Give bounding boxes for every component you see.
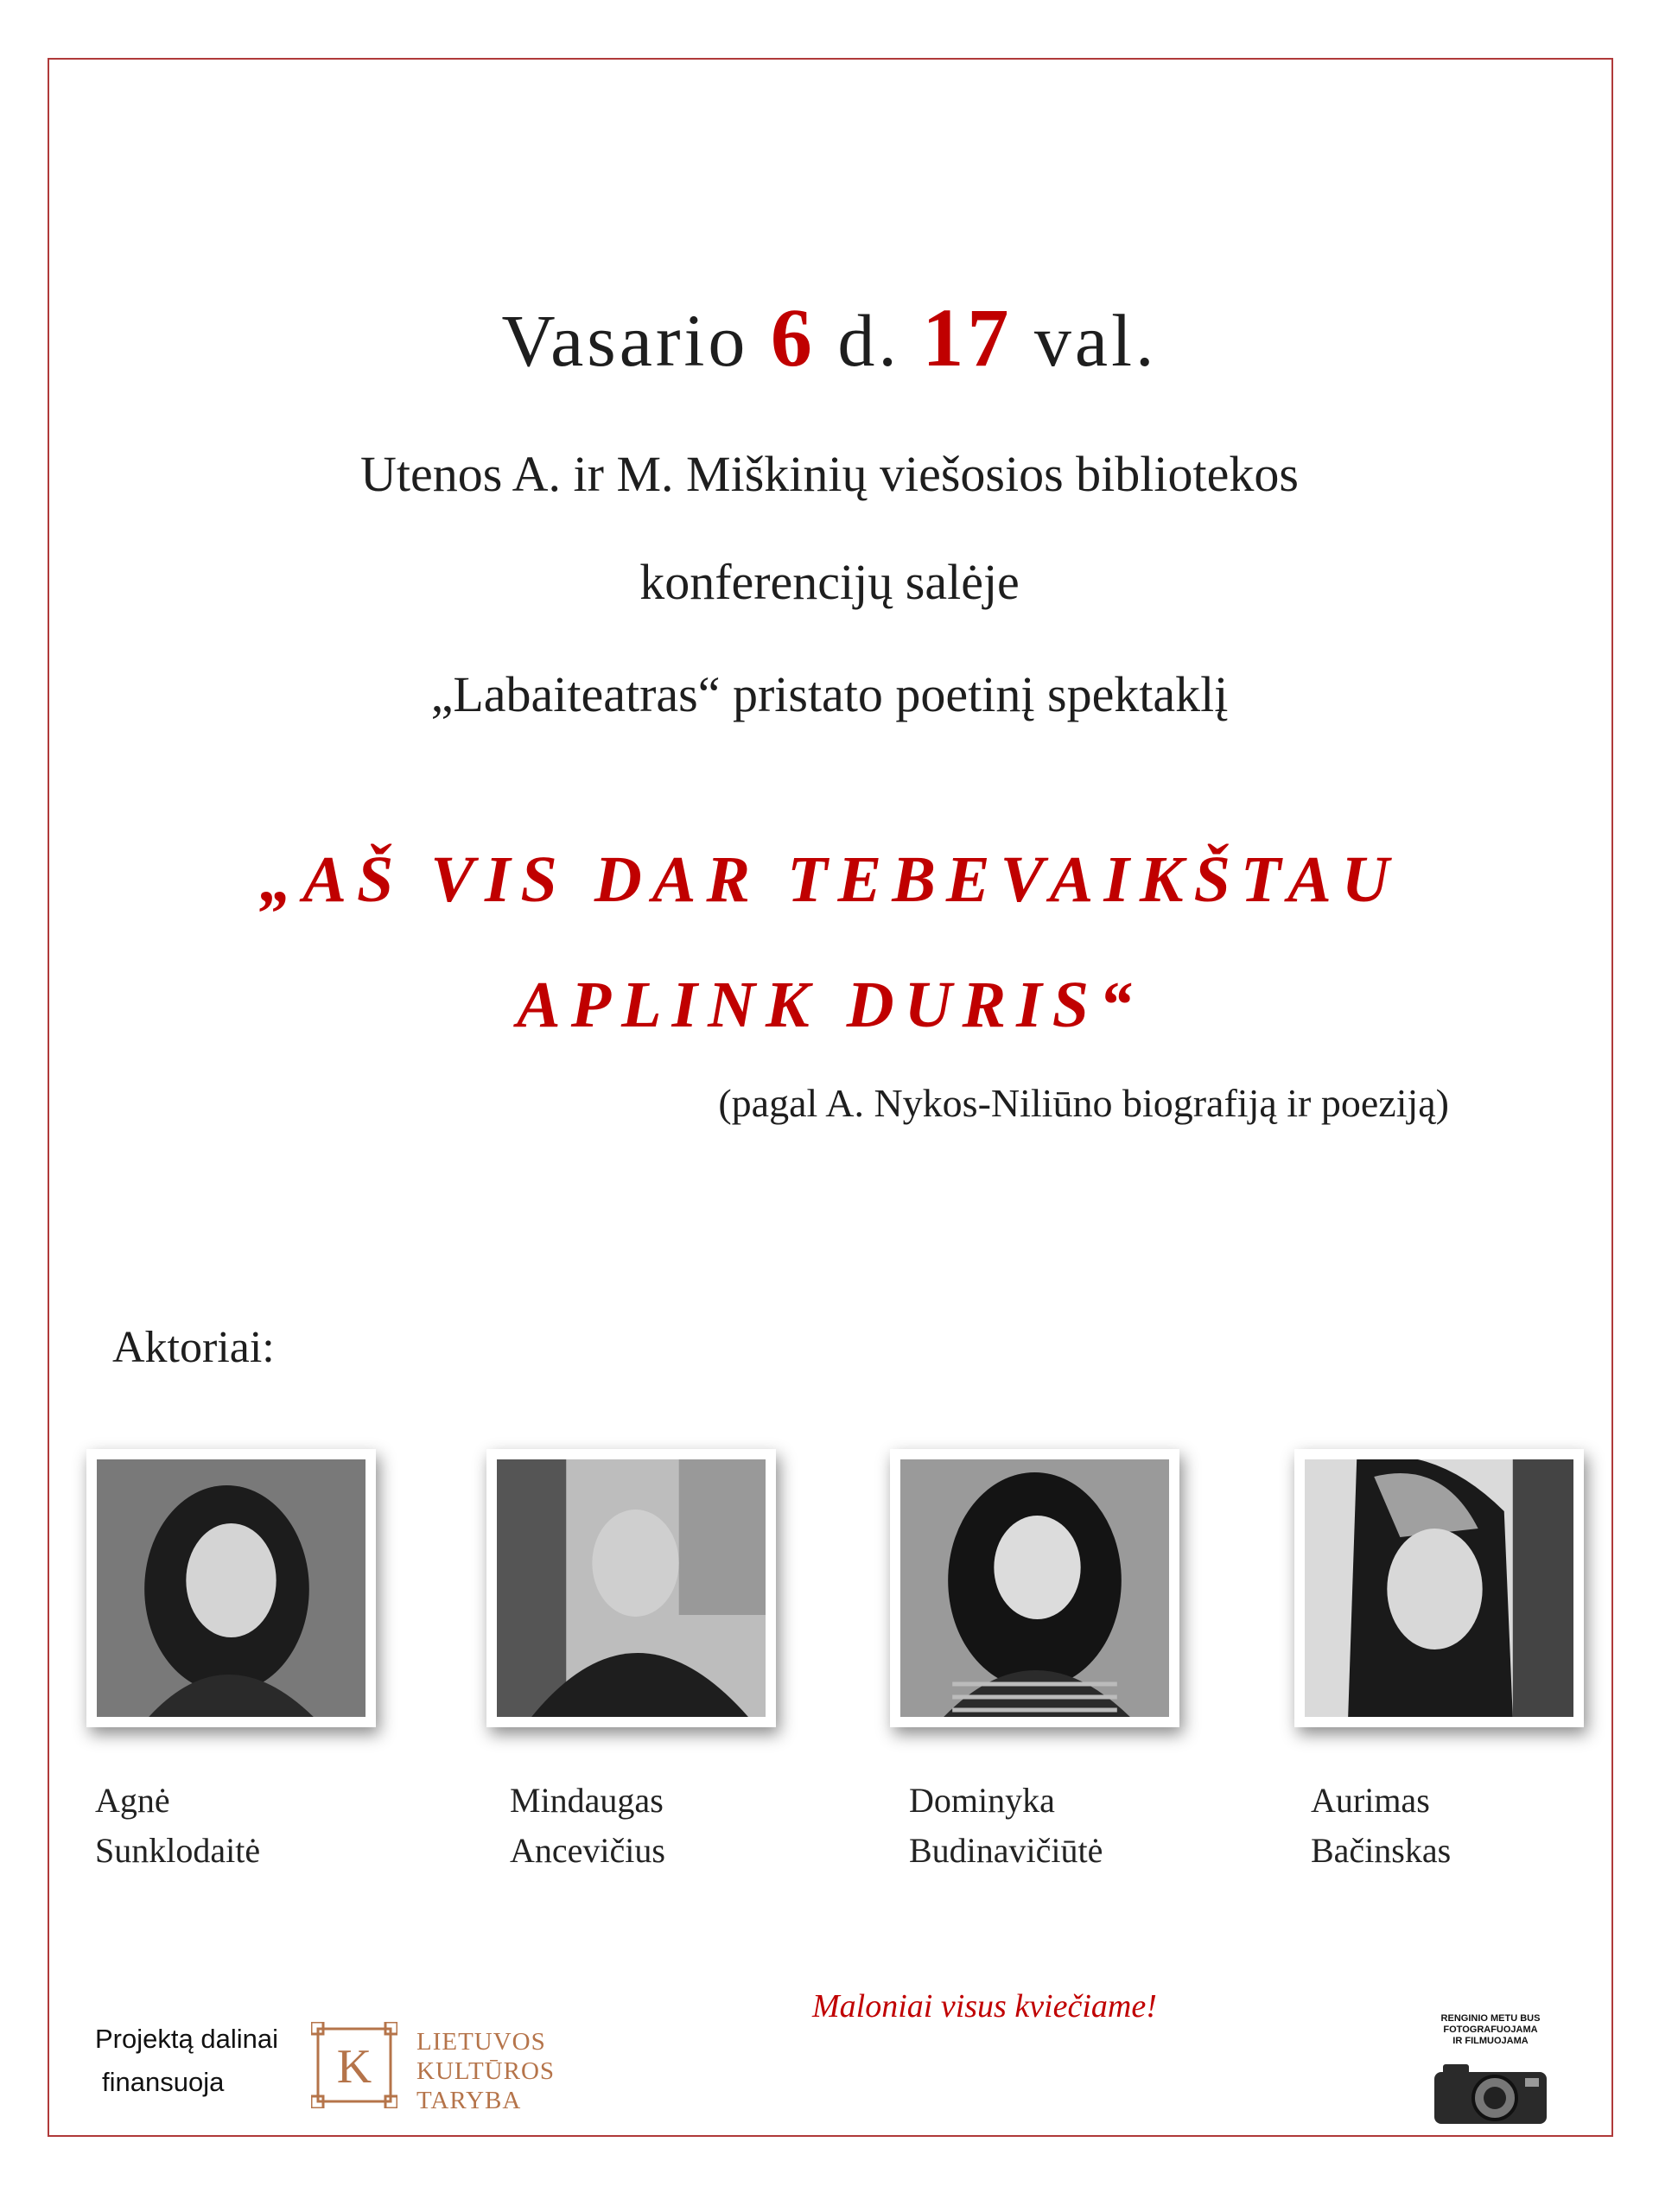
date-month: Vasario: [501, 299, 749, 382]
culture-council-logo-icon: [311, 2022, 397, 2108]
logo-line-1: LIETUVOS: [416, 2028, 546, 2056]
venue-line-3: „Labaiteatras“ pristato poetinį spektaklį: [430, 666, 1229, 722]
logo-letter: K: [336, 2040, 372, 2094]
invitation-text: Maloniai visus kviečiame!: [812, 1988, 1157, 2024]
notice-line-2: FOTOGRAFUOJAMA: [1443, 2024, 1538, 2035]
funding-line-1: Projektą dalinai: [95, 2024, 278, 2054]
venue-line-1: Utenos A. ir M. Miškinių viešosios bibliotekos: [360, 446, 1299, 502]
actor-first-name: Mindaugas: [510, 1781, 664, 1820]
venue-line-2: konferencijų salėje: [639, 554, 1020, 610]
actor-first-name: Aurimas: [1311, 1781, 1430, 1820]
date-hour-suffix: val.: [1033, 299, 1158, 382]
actor-last-name: Sunklodaitė: [95, 1831, 261, 1870]
actor-first-name: Agnė: [95, 1781, 170, 1820]
filming-notice: [1417, 2013, 1564, 2047]
date-hour: 17: [922, 291, 1013, 384]
actor-name-2: [510, 1776, 665, 1876]
logo-line-3: TARYBA: [416, 2087, 522, 2114]
performance-title-line-2: APLINK DURIS“: [517, 969, 1142, 1041]
notice-line-3: IR FILMUOJAMA: [1452, 2036, 1529, 2046]
funding-line-2: finansuoja: [102, 2067, 225, 2097]
logo-line-2: KULTŪROS: [416, 2057, 556, 2085]
performance-subtitle: (pagal A. Nykos-Niliūno biografiją ir poeziją): [718, 1081, 1449, 1125]
performance-title-line-1: „AŠ VIS DAR TEBEVAIKŠTAU: [259, 843, 1400, 916]
funding-note: [95, 2018, 278, 2104]
actor-name-4: [1311, 1776, 1451, 1876]
camera-icon: [1430, 2059, 1551, 2128]
event-date: [0, 289, 1659, 385]
date-day-suffix: d.: [837, 299, 900, 382]
actor-photo-2: [486, 1449, 776, 1727]
culture-council-logo-text: [416, 2027, 555, 2115]
actor-photo-3: [890, 1449, 1179, 1727]
date-day: 6: [770, 291, 816, 384]
actor-photo-4: [1294, 1449, 1584, 1727]
actor-first-name: Dominyka: [909, 1781, 1055, 1820]
notice-line-1: RENGINIO METU BUS: [1440, 2013, 1541, 2024]
actor-last-name: Budinavičiūtė: [909, 1831, 1103, 1870]
actor-last-name: Bačinskas: [1311, 1831, 1452, 1870]
actor-photo-1: [86, 1449, 376, 1727]
actor-last-name: Ancevičius: [510, 1831, 665, 1870]
actors-label: Aktoriai:: [112, 1323, 275, 1372]
actor-name-1: [95, 1776, 260, 1876]
actor-name-3: [909, 1776, 1103, 1876]
